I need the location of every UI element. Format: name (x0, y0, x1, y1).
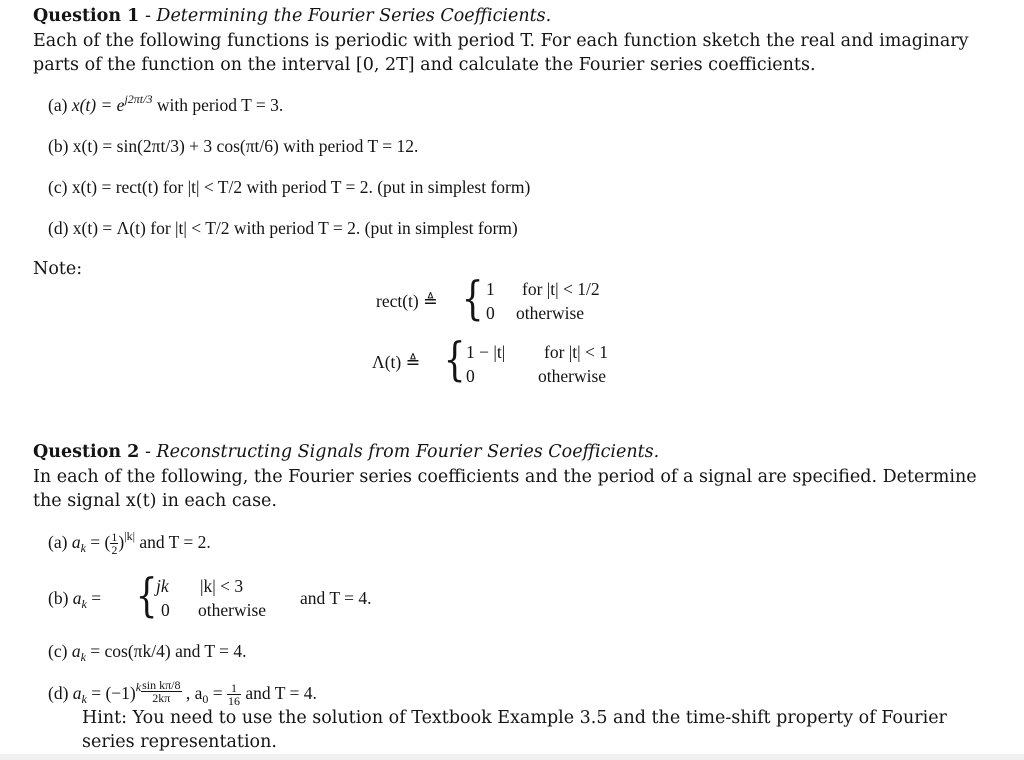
q2-item-c-a: a (71, 641, 81, 661)
q2-item-d-eq: = (−1) (86, 683, 136, 703)
rect-def-case2-val: 0 (486, 303, 495, 323)
q2-item-d-exp: k (135, 680, 142, 694)
q1-item-a-lhs: x(t) = e (71, 95, 125, 115)
q2-item-d-frac2-den: 16 (228, 694, 241, 709)
rect-def-case1-cond: for |t| < 1/2 (522, 279, 600, 299)
q2-item-b-rest: and T = 4. (300, 588, 372, 608)
q2-item-d-frac2-num: 1 (227, 682, 241, 695)
q1-item-c-label: (c) (48, 177, 68, 197)
bottom-edge-bar (0, 754, 1024, 760)
q1-intro-line2: parts of the function on the interval [0, 2T] and calculate the Fourier series coefficients. (33, 55, 816, 75)
rect-def-brace: { (461, 271, 484, 325)
q2-item-a-frac-den: 2 (111, 543, 118, 558)
q2-intro-line2: the signal x(t) in each case. (33, 491, 277, 511)
q2-item-c-rest: = cos(πk/4) and T = 4. (85, 641, 247, 661)
q2-item-d-sub0: 0 (202, 692, 209, 706)
q2-heading-line: Question 2 - Reconstructing Signals from Fourier Series Coefficients. (33, 442, 660, 462)
q2-item-d-rest: and T = 4. (241, 683, 317, 703)
q2-item-b-label: (b) (48, 588, 69, 608)
q2-item-c (48, 639, 247, 665)
q2-item-d-eq2: = (208, 683, 228, 703)
q1-heading: Question 1 (33, 6, 140, 26)
q2-item-a-eq: = ( (85, 532, 111, 552)
q1-item-a-exponent: j2πt/3 (124, 92, 153, 106)
q1-item-b-label: (b) (48, 136, 69, 156)
q2-item-b-case1-cond: |k| < 3 (200, 576, 244, 596)
q1-item-b-text: x(t) = sin(2πt/3) + 3 cos(πt/6) with period T = 12. (72, 136, 419, 156)
q1-item-d-label: (d) (48, 218, 69, 238)
q1-item-c-text: x(t) = rect(t) for |t| < T/2 with period T = 2. (put in simplest form) (71, 177, 531, 197)
q2-item-b-case2-cond: otherwise (198, 600, 267, 620)
q2-hint-line1: Hint: You need to use the solution of Textbook Example 3.5 and the time-shift property of Fourier (82, 708, 947, 728)
q2-item-b-case1-val: jk (156, 576, 169, 596)
q1-item-b (48, 134, 418, 158)
q2-intro-line1: In each of the following, the Fourier series coefficients and the period of a signal are specified. Determine (33, 467, 977, 487)
q2-item-a-sub: k (80, 541, 86, 555)
q2-item-a-exp: |k| (124, 529, 135, 543)
note-label: Note: (33, 259, 83, 279)
q2-item-d-mid: , a (181, 683, 203, 703)
tri-def-case1-cond: for |t| < 1 (544, 342, 609, 362)
q2-title: Reconstructing Signals from Fourier Series Coefficients. (156, 442, 660, 462)
q2-item-b-lhs (48, 586, 101, 612)
tri-def-case2-val: 0 (466, 366, 475, 386)
q1-title: Determining the Fourier Series Coefficients. (156, 6, 552, 26)
q2-item-d-frac2 (227, 682, 241, 707)
q2-item-a-close: ) (118, 532, 125, 552)
rect-def-lhs: rect(t) ≜ (376, 291, 438, 311)
q2-item-d-a: a (72, 683, 82, 703)
q2-item-d-sub: k (81, 692, 87, 706)
q2-item-d-frac (141, 679, 181, 704)
q2-item-b-brace: { (135, 568, 158, 622)
tri-def-case2-cond: otherwise (538, 366, 607, 386)
rect-def-case2-cond: otherwise (516, 303, 585, 323)
q1-item-a-label: (a) (48, 95, 68, 115)
q2-item-b-case2-val: 0 (161, 600, 170, 620)
rect-def-case1-val: 1 (486, 279, 495, 299)
tri-def-brace: { (443, 332, 466, 386)
q2-item-a-label: (a) (48, 532, 68, 552)
q2-item-d-label: (d) (48, 683, 69, 703)
q2-hint-line2: series representation. (82, 732, 277, 752)
q2-item-a-frac-num: 1 (111, 530, 118, 545)
q2-item-b-sub: k (81, 597, 87, 611)
q2-item-d-frac-num: sin kπ/8 (142, 678, 181, 693)
q2-item-d (48, 678, 317, 709)
q1-intro-line1: Each of the following functions is periodic with period T. For each function sketch the real and imaginary (33, 31, 969, 51)
q2-item-b-eq: = (86, 588, 102, 608)
q2-item-c-label: (c) (48, 641, 68, 661)
q2-item-b-a: a (72, 588, 82, 608)
q2-item-a (48, 530, 211, 556)
tri-def-case1-val: 1 − |t| (466, 342, 506, 362)
q2-item-d-frac-den: 2kπ (152, 691, 171, 706)
q1-heading-line: Question 1 - Determining the Fourier Series Coefficients. (33, 6, 552, 26)
q2-heading: Question 2 (33, 442, 140, 462)
q1-item-a (48, 93, 283, 119)
q1-item-a-rest: with period T = 3. (152, 95, 284, 115)
q1-item-d-text: x(t) = Λ(t) for |t| < T/2 with period T = 2. (put in simplest form) (72, 218, 518, 238)
q1-item-d (48, 216, 518, 240)
q2-item-a-lhs: a (71, 532, 81, 552)
q1-item-c (48, 175, 530, 199)
tri-def-lhs: Λ(t) ≜ (372, 352, 421, 372)
q2-item-c-sub: k (80, 650, 86, 664)
q2-item-a-rest: and T = 2. (134, 532, 211, 552)
